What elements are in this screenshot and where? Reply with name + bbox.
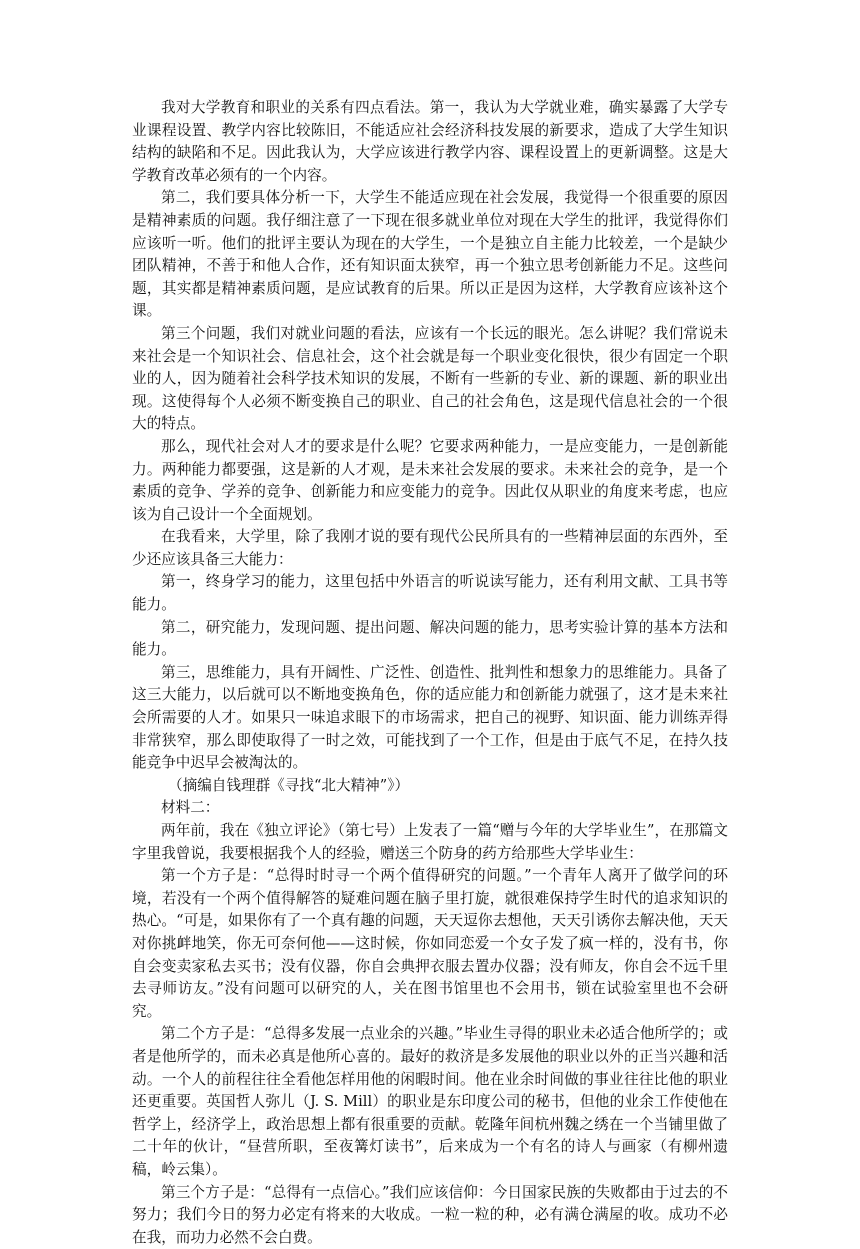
paragraph-3: 第三个问题，我们对就业问题的看法，应该有一个长远的眼光。怎么讲呢？我们常说未来社会是一个知识社会、信息社会，这个社会就是每一个职业变化很快，很少有固定一个职业的人，因为随着社会科学技术知识的发展，不断有一些新的专业、新的课题、新的职业出现。这使得每个人必须不断变换自己的职业、自己的社会角色，这是现代信息社会的一个很大的特点。 xyxy=(132,323,728,436)
paragraph-2: 第二，我们要具体分析一下，大学生不能适应现在社会发展，我觉得一个很重要的原因是精神素质的问题。我仔细注意了一下现在很多就业单位对现在大学生的批评，我觉得你们应该听一听。他们的批评主要认为现在的大学生，一个是独立自主能力比较差，一个是缺少团队精神，不善于和他人合作，还有知识面太狭窄，再一个独立思考创新能力不足。这些问题，其实都是精神素质问题，是应试教育的后果。所以正是因为这样，大学教育应该补这个课。 xyxy=(132,187,728,323)
paragraph-6: 第一，终身学习的能力，这里包括中外语言的听说读写能力，还有利用文献、工具书等能力。 xyxy=(132,571,728,616)
paragraph-7: 第二，研究能力，发现问题、提出问题、解决问题的能力，思考实验计算的基本方法和能力。 xyxy=(132,617,728,662)
paragraph-1: 我对大学教育和职业的关系有四点看法。第一，我认为大学就业难，确实暴露了大学专业课程设置、教学内容比较陈旧，不能适应社会经济科技发展的新要求，造成了大学生知识结构的缺陷和不足。因此我认为，大学应该进行教学内容、课程设置上的更新调整。这是大学教育改革必须有的一个内容。 xyxy=(132,97,728,187)
paragraph-4: 那么，现代社会对人才的要求是什么呢？它要求两种能力，一是应变能力，一是创新能力。两种能力都要强，这是新的人才观，是未来社会发展的要求。未来社会的竞争，是一个素质的竞争、学养的竞争、创新能力和应变能力的竞争。因此仅从职业的角度来考虑，也应该为自己设计一个全面规划。 xyxy=(132,436,728,526)
material2-paragraph-2: 第一个方子是：“总得时时寻一个两个值得研究的问题。”一个青年人离开了做学问的环境，若没有一个两个值得解答的疑难问题在脑子里打旋，就很难保持学生时代的追求知识的热心。“可是，如果你有了一个真有趣的问题，天天逗你去想他，天天引诱你去解决他，天天对你挑衅地笑，你无可奈何他——这时候，你如同恋爱一个女子发了疯一样的，没有书，你自会变卖家私去买书；没有仪器，你自会典押衣服去置办仪器；没有师友，你自会不远千里去寻师访友。”没有问题可以研究的人，关在图书馆里也不会用书，锁在试验室里也不会研究。 xyxy=(132,865,728,1023)
paragraph-5: 在我看来，大学里，除了我刚才说的要有现代公民所具有的一些精神层面的东西外，至少还应该具备三大能力： xyxy=(132,526,728,571)
document-body xyxy=(132,97,728,1249)
material2-paragraph-1: 两年前，我在《独立评论》（第七号）上发表了一篇“赠与今年的大学毕业生”，在那篇文字里我曾说，我要根据我个人的经验，赠送三个防身的药方给那些大学毕业生： xyxy=(132,820,728,865)
material2-paragraph-4: 第三个方子是：“总得有一点信心。”我们应该信仰：今日国家民族的失败都由于过去的不努力；我们今日的努力必定有将来的大收成。一粒一粒的种，必有满仓满屋的收。成功不必在我，而功力必然不会白费。 xyxy=(132,1182,728,1249)
material-label: 材料二： xyxy=(132,797,728,820)
material2-paragraph-3: 第二个方子是：“总得多发展一点业余的兴趣。”毕业生寻得的职业未必适合他所学的；或者是他所学的，而未必真是他所心喜的。最好的救济是多发展他的职业以外的正当兴趣和活动。一个人的前程往往全看他怎样用他的闲暇时间。他在业余时间做的事业往往比他的职业还更重要。英国哲人弥儿（J. S. Mill）的职业是东印度公司的秘书，但他的业余工作使他在哲学上，经济学上，政治思想上都有很重要的贡献。乾隆年间杭州魏之绣在一个当铺里做了二十年的伙计，“昼营所职，至夜篝灯读书”，后来成为一个有名的诗人与画家（有柳州遗稿，岭云集）。 xyxy=(132,1023,728,1181)
paragraph-8: 第三，思维能力，具有开阔性、广泛性、创造性、批判性和想象力的思维能力。具备了这三大能力，以后就可以不断地变换角色，你的适应能力和创新能力就强了，这才是未来社会所需要的人才。如果只一味追求眼下的市场需求，把自己的视野、知识面、能力训练弄得非常狭窄，那么即使取得了一时之效，可能找到了一个工作，但是由于底气不足，在持久技能竞争中迟早会被淘汰的。 xyxy=(132,662,728,775)
source-citation: （摘编自钱理群《寻找“北大精神”》） xyxy=(132,775,728,798)
